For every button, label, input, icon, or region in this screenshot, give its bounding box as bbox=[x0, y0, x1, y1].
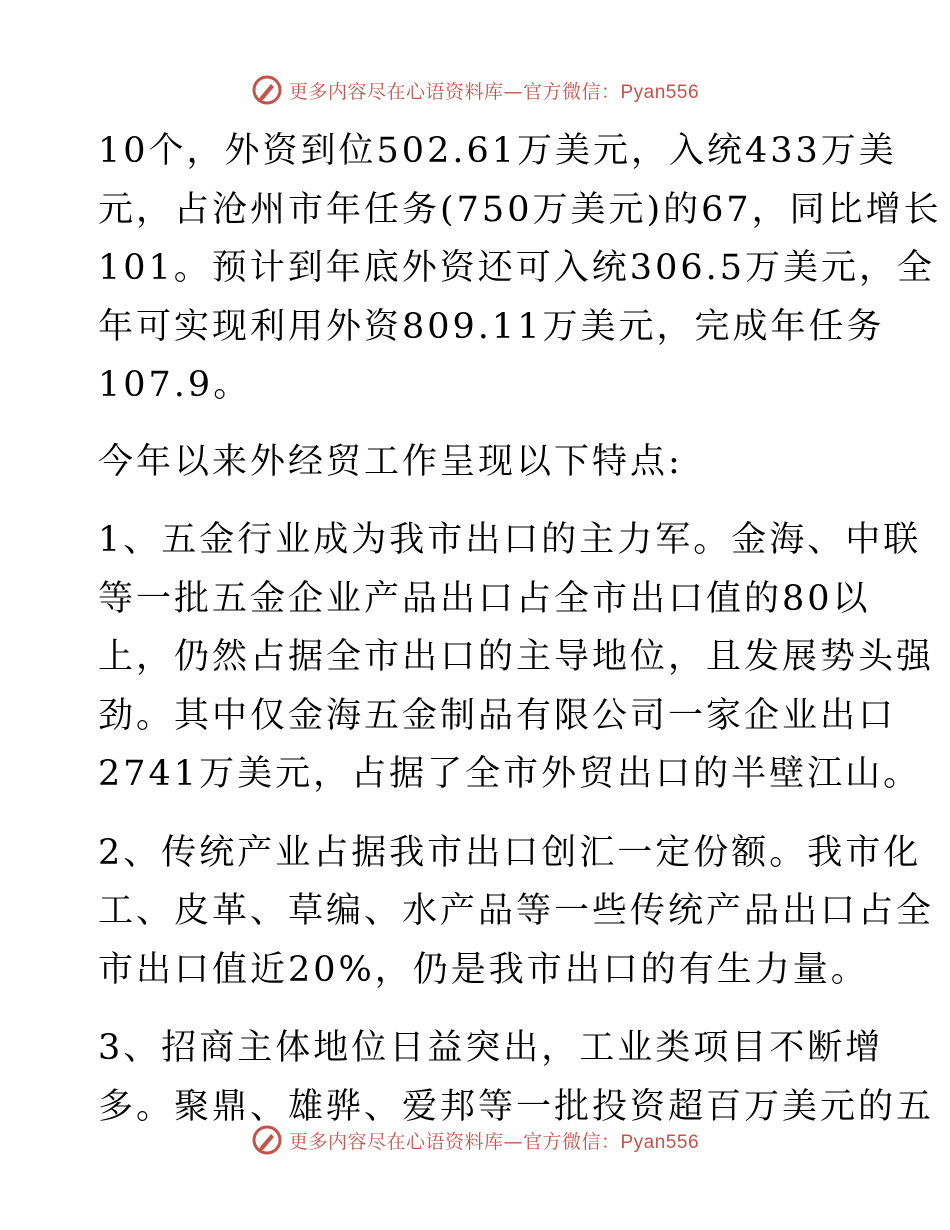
header-banner-text bbox=[289, 77, 699, 104]
footer-banner-text bbox=[289, 1127, 699, 1154]
paragraph-point-2 bbox=[98, 824, 935, 1000]
text-line: 10个，外资到位502.61万美元，入统433万美 bbox=[98, 131, 897, 171]
paragraph-point-1 bbox=[98, 511, 935, 804]
text-line: 上，仍然占据全市出口的主导地位，且发展势头强 bbox=[98, 637, 935, 677]
text-line: 劲。其中仅金海五金制品有限公司一家企业出口 bbox=[98, 695, 897, 736]
document-body bbox=[98, 122, 942, 1156]
text-line: 1、五金行业成为我市出口的主力军。金海、中联 bbox=[98, 520, 922, 560]
footer-banner-account: Pyan556 bbox=[620, 1131, 700, 1153]
header-banner-wechat-label: 官方微信： bbox=[522, 80, 621, 103]
text-line: 多。聚鼎、雄骅、爱邦等一批投资超百万美元的五 bbox=[98, 1086, 935, 1127]
text-line: 年可实现利用外资809.11万美元，完成年任务 bbox=[98, 306, 885, 347]
footer-banner-wechat-label: 官方微信： bbox=[522, 1130, 621, 1153]
text-line: 市出口值近20%，仍是我市出口的有生力量。 bbox=[98, 949, 869, 990]
text-line: 今年以来外经贸工作呈现以下特点: bbox=[98, 441, 683, 482]
header-banner-title: 更多内容尽在心语资料库 bbox=[288, 80, 504, 103]
pen-logo-icon bbox=[251, 1124, 283, 1156]
text-line: 工、皮革、草编、水产品等一些传统产品出口占全 bbox=[98, 891, 935, 931]
text-line: 元，占沧州市年任务(750万美元)的67，同比增长 bbox=[98, 189, 942, 230]
paragraph-point-3 bbox=[98, 1019, 935, 1136]
text-line: 3、招商主体地位日益突出，工业类项目不断增 bbox=[98, 1028, 884, 1068]
header-banner-separator: — bbox=[503, 80, 523, 103]
text-line: 2、传统产业占据我市出口创汇一定份额。我市化 bbox=[98, 832, 922, 873]
footer-banner-separator: — bbox=[503, 1130, 523, 1153]
paragraph-foreign-investment bbox=[98, 122, 942, 415]
footer-banner-title: 更多内容尽在心语资料库 bbox=[288, 1130, 504, 1153]
text-line: 107.9。 bbox=[98, 365, 252, 405]
text-line: 2741万美元，占据了全市外贸出口的半壁江山。 bbox=[98, 754, 922, 794]
header-banner-account: Pyan556 bbox=[620, 81, 700, 103]
text-line: 等一批五金企业产品出口占全市出口值的80以 bbox=[98, 578, 871, 619]
footer-banner bbox=[0, 1120, 950, 1160]
pen-logo-icon bbox=[251, 74, 283, 106]
paragraph-features-intro bbox=[98, 433, 858, 492]
header-banner bbox=[0, 70, 950, 110]
text-line: 101。预计到年底外资还可入统306.5万美元，全 bbox=[98, 248, 936, 288]
